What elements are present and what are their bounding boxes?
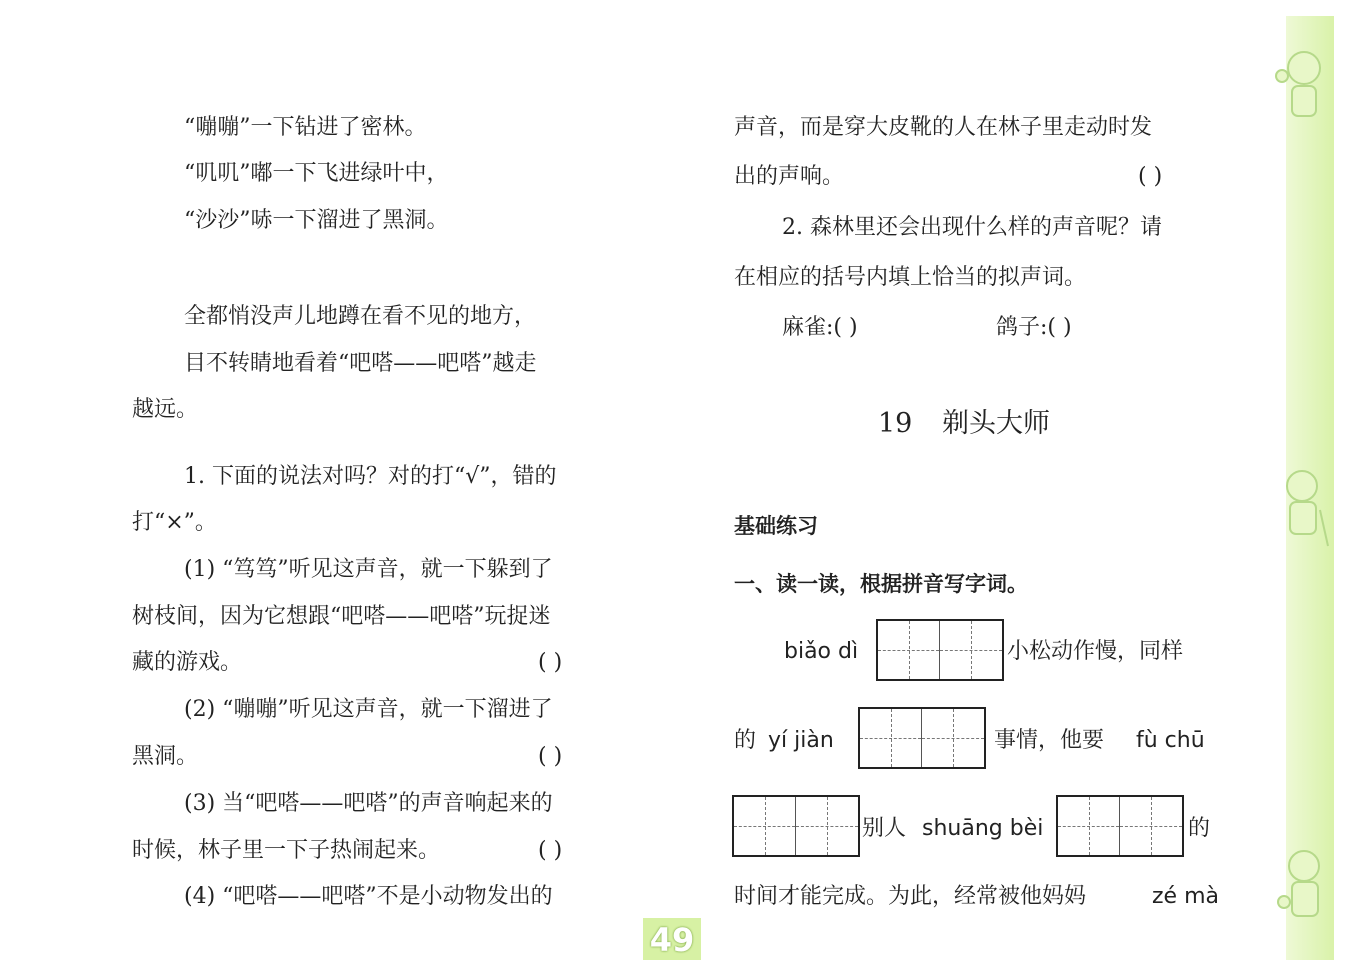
poem-line: “沙沙”哧一下溜进了黑洞。	[184, 208, 449, 233]
stanza-line: 全都悄没声儿地蹲在看不见的地方，	[184, 304, 537, 329]
question-1: 1. 下面的说法对吗？对的打“√”，错的	[184, 464, 557, 489]
task-heading: 一、读一读，根据拼音写字词。	[734, 572, 1028, 596]
item-2-line: (2) “嘣嘣”听见这声音，就一下溜进了	[184, 697, 553, 722]
sentence-text: 事情，他要	[994, 728, 1105, 753]
lesson-number: 19	[878, 408, 913, 439]
cartoon-character-icon	[1266, 838, 1334, 928]
tianzige-box-1[interactable]	[876, 619, 1004, 681]
tianzige-box-3[interactable]	[732, 795, 860, 857]
sentence-text: 的	[734, 728, 757, 753]
answer-paren-3[interactable]: ( )	[538, 838, 563, 863]
pinyin-ze-ma: zé mà	[1152, 884, 1219, 909]
item-3-line: 时候，林子里一下子热闹起来。	[132, 838, 441, 863]
item-1-line: 藏的游戏。	[132, 650, 243, 675]
page-number: 49	[643, 918, 701, 960]
pinyin-yi-jian: yí jiàn	[768, 728, 834, 753]
pinyin-shuang-bei: shuāng bèi	[922, 816, 1044, 841]
cartoon-character-icon	[1266, 40, 1334, 130]
answer-paren-4[interactable]: ( )	[1138, 164, 1163, 189]
item-2-line: 黑洞。	[132, 744, 199, 769]
tianzige-box-4[interactable]	[1056, 795, 1184, 857]
tianzige-box-2[interactable]	[858, 707, 986, 769]
answer-paren-1[interactable]: ( )	[538, 650, 563, 675]
item-4-line: (4) “吧嗒——吧嗒”不是小动物发出的	[184, 884, 553, 909]
pinyin-fu-chu: fù chū	[1136, 728, 1205, 753]
item-1-line: (1) “笃笃”听见这声音，就一下躲到了	[184, 557, 553, 582]
sentence-text: 的	[1188, 816, 1211, 841]
cartoon-character-icon	[1266, 460, 1334, 550]
poem-line: “叽叽”嘟一下飞进绿叶中，	[184, 161, 449, 186]
continued-line: 声音，而是穿大皮靴的人在林子里走动时发	[734, 115, 1153, 140]
question-2-cont: 在相应的括号内填上恰当的拟声词。	[734, 265, 1087, 290]
sentence-text: 时间才能完成。为此，经常被他妈妈	[734, 884, 1087, 909]
stanza-line: 目不转睛地看着“吧嗒——吧嗒”越走	[184, 351, 537, 376]
item-1-line: 树枝间，因为它想跟“吧嗒——吧嗒”玩捉迷	[132, 604, 551, 629]
poem-line: “嘣嘣”一下钻进了密林。	[184, 115, 427, 140]
question-2: 2. 森林里还会出现什么样的声音呢？请	[782, 215, 1162, 240]
sentence-text: 别人	[862, 816, 907, 841]
section-heading: 基础练习	[734, 514, 818, 538]
lesson-title: 剃头大师	[942, 408, 1050, 439]
question-1-cont: 打“×”。	[132, 510, 217, 535]
pinyin-biao-di: biǎo dì	[784, 639, 859, 664]
item-3-line: (3) 当“吧嗒——吧嗒”的声音响起来的	[184, 791, 553, 816]
sentence-text: 小松动作慢，同样	[1007, 639, 1184, 664]
fill-sparrow[interactable]: 麻雀:( )	[782, 315, 858, 340]
stanza-line: 越远。	[132, 397, 199, 422]
continued-line: 出的声响。	[734, 164, 845, 189]
answer-paren-2[interactable]: ( )	[538, 744, 563, 769]
fill-pigeon[interactable]: 鸽子:( )	[996, 315, 1072, 340]
